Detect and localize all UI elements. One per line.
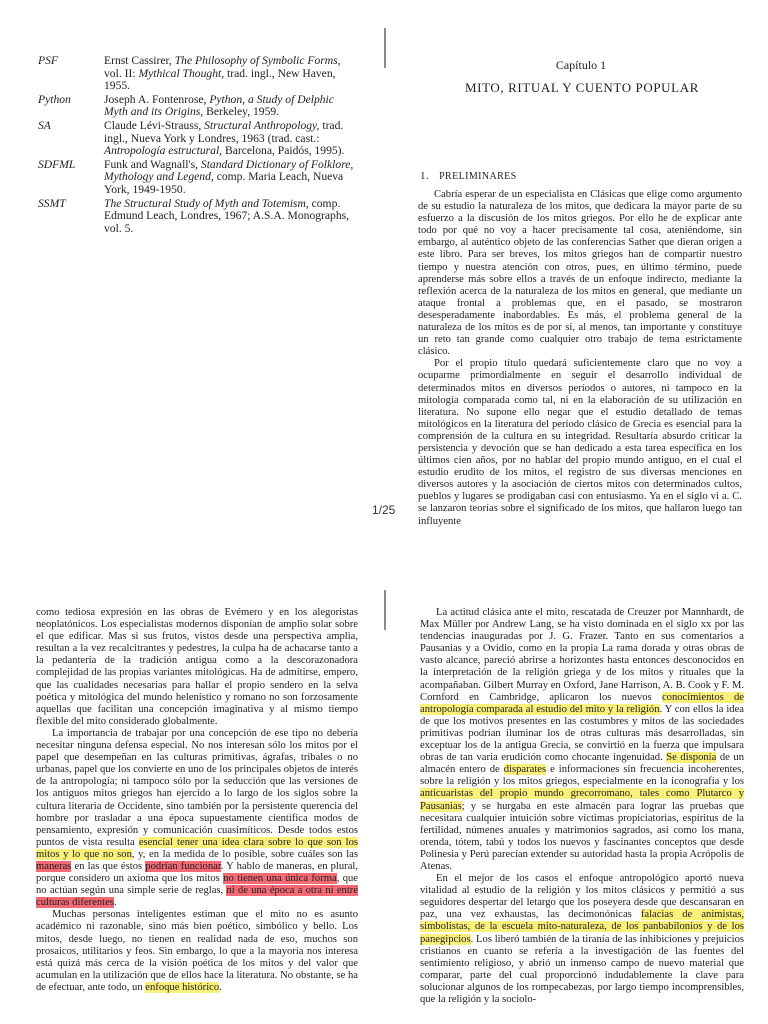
page-right-bottom [384,575,768,1024]
page-gap [0,553,768,589]
highlight-red: no tienen una única forma [223,873,337,885]
bibliography-entry [38,120,358,158]
page-body [420,607,744,1006]
paragraph: La actitud clásica ante el mito, rescatada de Creuzer por Mannhardt, de Max Müller por Andrew Lang, se ha visto dominada en el siglo xx por las tendencias inauguradas por J. G. Frazer. Tanto en sus comentarios a Pausanias y a Ovidio, como en la propia La rama dorada y otras obras de vasto alcance, pareció abrirse a horizontes hasta entonces desconocidos en la interpretación de la religión griega y de los mitos y rituales que la acompañaban. Gilbert Murray en Oxford, Jane Harrison, A. B. Cook y F. M. Cornford en Cambridge, aplicaron los nuevos conocimientos de antropología comparada al estudio del mito y la religión. Y con ellos la idea de que los motivos presentes en las costumbres y mitos de las sociedades primitivas podrían iluminar los de otras culturas más desarrolladas, sin exceptuar los de la antigua Grecia, se convirtió en la fuerza que impulsara obras de tan varia erudición como chocante ingenuidad. Se disponía de un almacén entero de disparates e informaciones sin frecuencia incoherentes, sobre la religión y los mitos griegos, especialmente en la iconografía y los anticuaristas del propio mundo grecorromano, tales como Plutarco y Pausanias; y se hurgaba en este almacén para lograr las pruebas que necesitara cualquier intuición sobre víctimas propiciatorias, espíritus de la fertilidad, númenes anuales y matrimonios sagrados, así como los mana, orenda, tótem, tabú y todos los nuevos y fascinantes conceptos que desde Polinesia y Perú parecían extender su autoridad hasta la propia Acrópolis de Atenas. [420,607,745,872]
page-left-top [0,0,384,575]
bibliography-abbr: Python [38,92,71,106]
highlight-yellow: enfoque histórico [145,981,220,993]
section-heading [420,170,517,182]
bibliography-citation: The Structural Study of Myth and Totemism, comp. Edmund Leach, Londres, 1967; A.S.A. Monographs, vol. 5. [104,196,350,235]
bibliography-abbr: SSMT [38,196,66,210]
section-title: PRELIMINARES [439,171,517,182]
highlight-red: podrían funcionar [145,860,221,872]
section-number: 1. [420,170,430,182]
bibliography-abbr: PSF [38,54,58,67]
paragraph: Muchas personas inteligentes estiman que el mito no es asunto académico ni razonable, sino más bien poético, simbólico y bello. Los mitos, desde luego, no tienen en realidad nada de eso, muchos son prosaicos, utilitarios y feos. Sin embargo, lo que a la mayoría nos interesa está quizá más cerca de la visión poética de los mitos y del valor que acumulan en la utilización que de ellos hace la literatura. No obstante, se ha de efectuar, ante todo, un enfoque histórico. [36,909,358,993]
bibliography-abbr: SA [38,118,51,132]
paragraph: Por el propio título quedará suficientemente claro que no voy a ocuparme primordialmente en seguir el desarrollo individual de determinados mitos en diversos períodos o autores, ni tampoco en la mitología comparada como tal, ni en la elaboración de su utilización en literatura. No supone ello negar que el estudio detallado de temas mitológicos en la literatura del período clásico de Grecia es esencial para la comprensión de la cultura en su integridad. Resultaría absurdo criticar la persistencia y devoción que se han dedicado a esta tarea específica en los últimos cien años, por no hablar del propio mundo antiguo, en el cual el estudio erudito de los mitos, el registro de sus diversas menciones en diversos autores y la asociación de ciertos mitos con determinados cultos, pueblos y lugares se prodigaban casi con entusiasmo. Ya en el siglo vi a. C. se lanzaron teorías sobre el significado de los mitos, que hallaron luego tan influyente [418,358,742,527]
bibliography-entry [38,198,358,236]
paragraph: como tediosa expresión en las obras de Evémero y en los alegoristas neoplatónicos. Los especialistas modernos disponían de amplio solar sobre el que edificar. Mas si sus frutos, vistos desde una perspectiva amplia, resultan a la vez recalcitrantes y pedestres, la culpa ha de achacarse tanto a la pedantería de la tradición antigua como a la descorazonadora complejidad de las propias variantes mitológicas. Ha de admitirse, empero, que las cualidades necesarias para hallar el propio sendero en la selva poética y mitológica del mundo helenístico y romano no son forzosamente aquellas que facilitan una concepción imaginativa y al mismo tiempo flexible del mito considerado globalmente. [36,607,358,727]
bibliography-citation: Joseph A. Fontenrose, Python, a Study of Delphic Myth and its Origins, Berkeley, 1959. [104,92,334,119]
bibliography-citation: Funk and Wagnall's, Standard Dictionary of Folklore, Mythology and Legend, comp. Maria Leach, Nueva York, 1949-1950. [104,157,354,196]
page-right-top [384,0,768,575]
bibliography-citation: Claude Lévi-Strauss, Structural Anthropology, trad. ingl., Nueva York y Londres, 1963 (trad. cast.: Antropología estructural, Barcelona, Paidós, 1995). [104,118,345,158]
chapter-title: MITO, RITUAL Y CUENTO POPULAR [465,80,699,95]
paragraph: La importancia de trabajar por una concepción de ese tipo no debería necesitar ninguna defensa especial. No nos interesan sólo los mitos por el papel que desempeñan en las culturas primitivas, ágrafas, tribales o no urbanas, papel que los convierte en uno de los principales objetos de interés de la antropología; ni tampoco sólo por la seducción que las versiones de los antiguos mitos griegos han ejercido a lo largo de los siglos sobre la cultura literaria de Occidente, sino también por la persistente querencia del hombre por trasladar a una época supuestamente científica modos de pensamiento, expresión y comunicación cuasimíticos. Desde todos estos puntos de vista resulta esencial tener una idea clara sobre lo que son los mitos y lo que no son, y, en la medida de lo posible, sobre cuáles son las maneras en las que éstos podrían funcionar. Y hablo de maneras, en plural, porque considero un axioma que los mitos no tienen una única forma, que no actúan según una simple serie de reglas, ni de una época a otra ni entre culturas diferentes. [36,727,359,909]
page-body [36,607,358,994]
bibliography-citation: Ernst Cassirer, The Philosophy of Symbolic Forms, vol. II: Mythical Thought, trad. ingl., New Haven, 1955. [104,54,341,93]
bibliography-abbr: SDFML [38,157,76,171]
highlight-red: ni de una época a otra ni entre culturas diferentes [36,885,359,909]
page-left-bottom [0,575,384,1024]
book-spine-line [384,28,386,68]
highlight-yellow: conocimientos de antropología comparada al estudio del mito y la religión [420,691,745,715]
paragraph: Cabría esperar de un especialista en Clásicas que elige como argumento de su estudio la naturaleza de los mitos, que dedicara la mayor parte de su esfuerzo a la discusión de los mitos griegos. Por ello he de explicar ante todo por qué no voy a hacer precisamente tal cosa, ateniéndome, sin embargo, al auténtico objeto de las conferencias Sather que dieran origen a este libro. Para ser breves, los mitos griegos han de compartir nuestro tiempo y nuestra atención con otros, pues, en último término, puede aprenderse más sobre ellos a través de un enfoque indirecto, mediante la reflexión acerca de la naturaleza de los mitos en general, que mediante un ataque frontal a problemas que, en el pasado, se mostraron desesperadamente inabordables. Es más, el problema general de la naturaleza de los mitos es de por sí, al menos, tan importante y constituye un reto tan grande como cualquier otro trabajo de tema estrictamente clásico. [418,189,742,358]
highlight-red: maneras [36,860,72,872]
bibliography-entry [38,94,358,119]
chapter-number: Capítulo 1 [555,58,607,72]
bibliography-entry [38,159,358,197]
highlight-yellow: disparates [503,764,547,776]
highlight-yellow: anticuaristas del propio mundo grecorromano, tales como Plutarco y Pausanias [420,788,744,812]
bibliography-entry [38,55,358,93]
chapter-body [418,189,742,528]
bibliography-list [38,55,358,236]
highlight-yellow: Se disponía [666,752,717,764]
highlight-yellow: falacias de animistas, simbolistas, de la escuela mito-naturaleza, de los panbabilonios y de los panegipcios [420,909,744,945]
book-spine-line [384,590,386,630]
paragraph: En el mejor de los casos el enfoque antropológico aportó nueva vitalidad al estudio de la religión y los mitos clásicos y permitió a sus seguidores despertar del letargo que los poseyera desde que descansaran en paz, una vez exhaustas, las decimonónicas falacias de animistas, simbolistas, de la escuela mito-naturaleza, de los panbabilonios y de los panegipcios. Los liberó también de la tiranía de las inhibiciones y prejuicios cristianos en cuanto se refería a la investigación de las fuentes del sentimiento religioso, y abrió un inmenso campo de nuevo material que comparar, parte del cual proporcionó indudablemente la clave para solucionar algunos de los rompecabezas, por largo tiempo incomprensibles, que la religión y la sociolo- [420,873,744,1005]
page-counter: 1/25 [372,503,396,517]
highlight-yellow: esencial tener una idea clara sobre lo que son los mitos y lo que no son [36,836,359,860]
